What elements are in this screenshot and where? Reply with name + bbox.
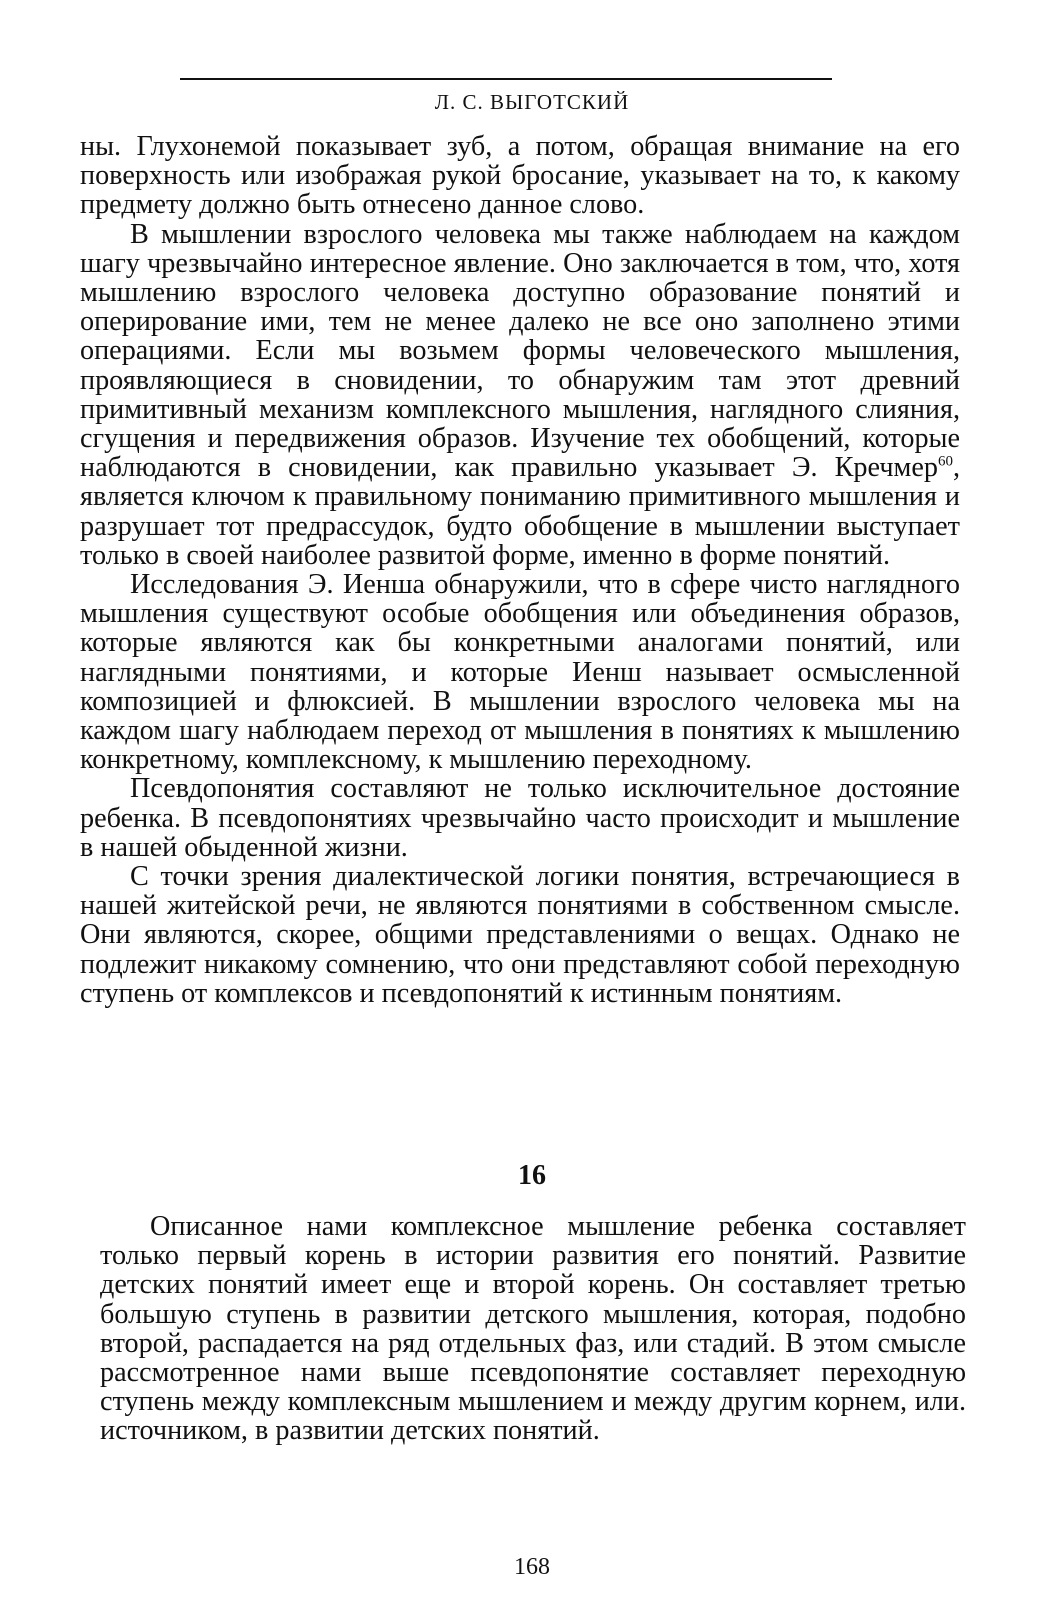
header-rule — [180, 78, 832, 80]
paragraph-text: , является ключом к правильному пониманию примитивного мышления и разрушает тот предрассудок, будто обобщение в мышлении выступает только в своей наиболее развитой форме, именно в форме понятий. — [80, 452, 960, 571]
paragraph: ны. Глухонемой показывает зуб, а потом, обращая внимание на его поверхность или изображая рукой бросание, указывает на то, к какому предмету должно быть отнесено данное слово. — [80, 131, 960, 221]
paragraph — [80, 220, 960, 570]
paragraph: Описанное нами комплексное мышление ребенка составляет только первый корень в истории развития его понятий. Развитие детских понятий имеет еще и второй корень. Он составляет третью большую ступень в развитии детского мышления, которая, подобно второй, распадается на ряд отдельных фаз, или стадий. В этом смысле рассмотренное нами выше псевдопонятие составляет переходную ступень между комплексным мышлением и между другим корнем, или. источником, в развитии детских понятий. — [100, 1211, 966, 1447]
paragraph: С точки зрения диалектической логики понятия, встречающиеся в нашей житейской речи, не являются понятиями в собственном смысле. Они являются, скорее, общими представлениями о вещах. Однако не подлежит никакому сомнению, что они представляют собой переходную ступень от комплексов и псевдопонятий к истинным понятиям. — [80, 861, 960, 1009]
running-head: Л. С. ВЫГОТСКИЙ — [434, 90, 630, 114]
section-body-text — [100, 1212, 966, 1446]
body-text — [80, 132, 960, 1008]
paragraph: Псевдопонятия составляют не только исключительное достояние ребенка. В псевдопонятиях чрезвычайно часто происходит и мышление в нашей обыденной жизни. — [80, 773, 960, 863]
paragraph-text: В мышлении взрослого человека мы также наблюдаем на каждом шагу чрезвычайно интересное явление. Оно заключается в том, что, хотя мышлению взрослого человека доступно образование понятий и оперирование ими, тем не менее далеко не все оно заполнено этими операциями. Если мы возьмем формы человеческого мышления, проявляющиеся в сновидении, то обнаружим там этот древний примитивный механизм комплексного мышления, наглядного слияния, сгущения и передвижения образов. Изучение тех обобщений, которые наблюдаются в сновидении, как правильно указывает Э. Кречмер — [80, 218, 960, 484]
paragraph: Исследования Э. Иенша обнаружили, что в сфере чисто наглядного мышления существуют особые обобщения или объединения образов, которые являются как бы конкретными аналогами понятий, или наглядными понятиями, и которые Иенш называет осмысленной композицией и флюксией. В мышлении взрослого человека мы на каждом шагу наблюдаем переход от мышления в понятиях к мышлению конкретному, комплексному, к мышлению переходному. — [80, 569, 960, 776]
page-number: 168 — [514, 1554, 550, 1580]
footnote-reference[interactable]: 60 — [937, 453, 953, 470]
section-number: 16 — [518, 1160, 546, 1191]
